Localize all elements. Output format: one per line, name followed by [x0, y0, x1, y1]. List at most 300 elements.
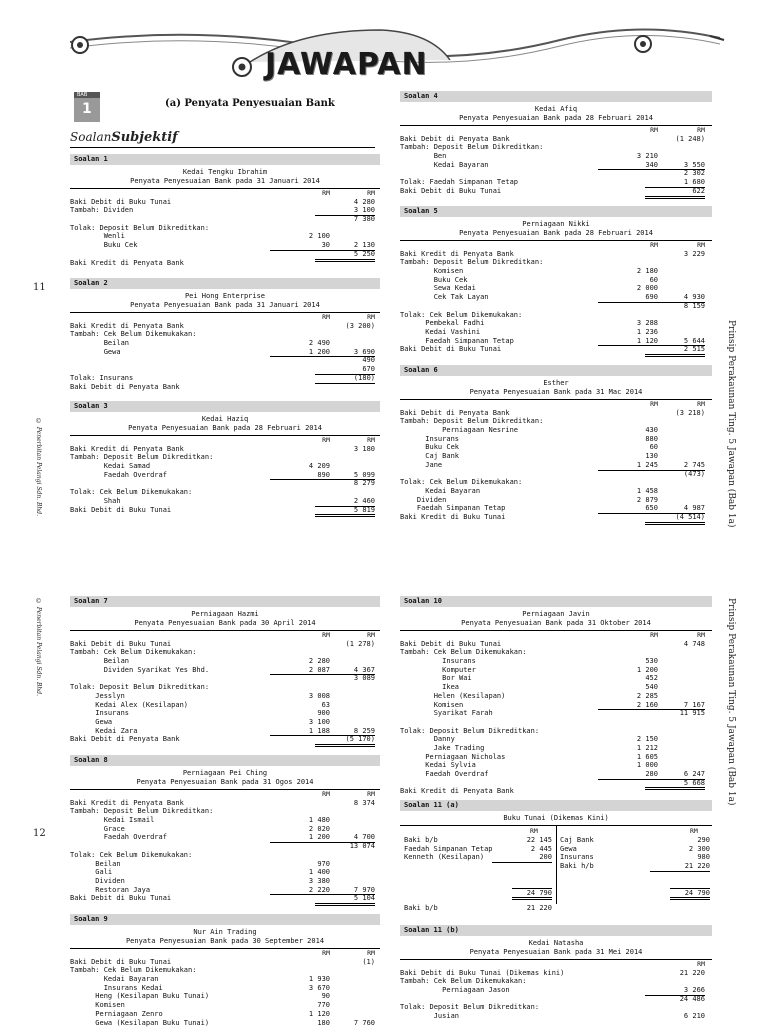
amount-col1: 1 120 [598, 337, 658, 347]
amount-col1: 2 490 [270, 339, 330, 348]
statement-title: Penyata Penyesuaian Bank pada 28 Februari 2014 [70, 424, 380, 433]
amount-col1: 3 288 [598, 319, 658, 328]
statement-row [70, 992, 380, 1001]
row-label: Dividen Syarikat Yes Bhd. [70, 666, 209, 675]
question-11a-title: Buku Tunai (Dikemas Kini) [400, 814, 712, 823]
statement-row [70, 506, 380, 515]
statement-row [400, 241, 712, 250]
question-bar: Soalan 3 [70, 401, 380, 412]
row-label: Tolak: Cek Belum Dikemukakan: [400, 478, 522, 487]
amount-col1: RM [270, 436, 330, 445]
statement-row [70, 666, 380, 675]
statement-row [400, 504, 712, 513]
statement-row [70, 198, 380, 207]
amount-col1: 650 [598, 504, 658, 514]
amount-col2: 670 [315, 365, 375, 375]
amount-col1: 60 [598, 443, 658, 452]
statement-row [70, 445, 380, 454]
row-label: Buku Cek [400, 443, 459, 452]
statement-row [400, 435, 712, 444]
business-name: Pei Hong Enterprise [70, 292, 380, 301]
amount-col1: 63 [270, 701, 330, 710]
publisher-text-bottom: © Penerbitan Pelangi Sdn. Bhd. [30, 598, 42, 718]
row-label: Tolak: Faedah Simpanan Tetap [400, 178, 518, 187]
row-label: Kedai Bayaran [400, 487, 480, 496]
statement-row [70, 497, 380, 506]
amount-col2: 622 [645, 187, 705, 199]
statement-row [70, 833, 380, 842]
amount-col1: RM [598, 631, 658, 640]
row-label: Kedai Bayaran [70, 975, 159, 984]
amount-col2: 21 220 [645, 969, 705, 978]
amount-col2: 7 760 [315, 1019, 375, 1027]
question-bar: Soalan 9 [70, 914, 380, 925]
statement-row [70, 851, 380, 860]
row-label: Insurans [400, 657, 476, 666]
statement-row [70, 877, 380, 886]
amount-col2: 3 550 [645, 161, 705, 171]
t-account-total-left: 24 790 [512, 888, 552, 900]
statement-title: Penyata Penyesuaian Bank pada 31 Mac 2014 [400, 388, 712, 397]
statement-row [70, 790, 380, 799]
t-account-label: Gewa [560, 845, 577, 854]
statement-row [400, 337, 712, 346]
statement-row [400, 787, 712, 796]
amount-col2: 5 819 [315, 506, 375, 518]
row-label: Baki Kredit di Penyata Bank [400, 250, 514, 259]
statement-row [400, 426, 712, 435]
row-label: Tambah: Deposit Belum Dikreditkan: [400, 258, 543, 267]
amount-col2: RM [315, 631, 375, 640]
amount-col1: 690 [598, 293, 658, 303]
statement-row [400, 152, 712, 161]
row-label: Komisen [400, 701, 463, 710]
question-bar: Soalan 4 [400, 91, 712, 102]
question-bar: Soalan 7 [70, 596, 380, 607]
t-account-row [404, 853, 552, 862]
amount-col2: RM [315, 949, 375, 958]
t-account-label: Faedah Simpanan Tetap [404, 845, 493, 854]
statement-row [70, 322, 380, 331]
amount-col2: 5 104 [315, 894, 375, 906]
amount-col1: 1 000 [598, 761, 658, 770]
statement-row [70, 674, 380, 683]
row-label: Tolak: Cek Belum Dikemukakan: [400, 311, 522, 320]
amount-col1: 4 209 [270, 462, 330, 471]
statement-row [70, 374, 380, 383]
amount-col2: 490 [315, 356, 375, 365]
t-account-value: 2 445 [492, 845, 552, 854]
row-label: Tolak: Deposit Belum Dikreditkan: [70, 224, 209, 233]
row-label: Komputer [400, 666, 476, 675]
amount-col1: 180 [270, 1019, 330, 1027]
t-account-label: Kenneth (Kesilapan) [404, 853, 484, 862]
amount-col1: 1 200 [598, 666, 658, 675]
row-label: Baki Debit di Buku Tunai [70, 506, 171, 515]
row-label: Tambah: Cek Belum Dikemukakan: [400, 977, 526, 986]
amount-col2: 2 130 [315, 241, 375, 251]
row-label: Kedai Samad [70, 462, 150, 471]
statement-row [400, 452, 712, 461]
statement-row [70, 250, 380, 259]
row-label: Baki Debit di Buku Tunai [400, 345, 501, 354]
statement-row [400, 718, 712, 727]
statement-row [70, 206, 380, 215]
amount-col2: RM [645, 241, 705, 250]
row-label: Tambah: Deposit Belum Dikreditkan: [400, 417, 543, 426]
row-label: Perniagaan Nicholas [400, 753, 505, 762]
t-account-total-right: 24 790 [670, 888, 710, 900]
row-label: Buku Cek [70, 241, 137, 250]
statement-row [400, 995, 712, 1004]
statement-row [70, 984, 380, 993]
statement-row [70, 701, 380, 710]
amount-col1: 1 120 [270, 1010, 330, 1019]
business-name: Nur Ain Trading [70, 928, 380, 937]
row-label: Grace [70, 825, 125, 834]
row-label: Caj Bank [400, 452, 459, 461]
amount-col2: 3 089 [315, 674, 375, 683]
question-q7 [70, 596, 380, 744]
row-label: Baki Debit di Penyata Bank [400, 409, 510, 418]
row-label: Wenli [70, 232, 125, 241]
row-label: Baki Debit di Buku Tunai [70, 198, 171, 207]
amount-col2: 2 745 [645, 461, 705, 471]
row-label: Jake Trading [400, 744, 484, 753]
row-label: Gewa [70, 348, 121, 357]
business-name: Kedai Natasha [400, 939, 712, 948]
amount-col2: RM [315, 436, 375, 445]
row-label: Dividen [400, 496, 446, 505]
statement-row [70, 1019, 380, 1027]
row-label: Jesslyn [70, 692, 125, 701]
amount-col2: 4 930 [645, 293, 705, 303]
statement-row [70, 1001, 380, 1010]
amount-col1: 970 [270, 860, 330, 869]
question-bar: Soalan 2 [70, 278, 380, 289]
amount-col2: 2 302 [645, 169, 705, 178]
statement-row [70, 339, 380, 348]
amount-col2: 6 210 [645, 1012, 705, 1021]
statement-row [70, 365, 380, 374]
statement-row [400, 461, 712, 470]
statement-title: Penyata Penyesuaian Bank pada 28 Februari 2014 [400, 229, 712, 238]
row-label: Dividen [70, 877, 125, 886]
row-label: Baki Debit di Penyata Bank [400, 135, 510, 144]
row-label: Buku Cek [400, 276, 467, 285]
amount-col1: 1 212 [598, 744, 658, 753]
chapter-badge [74, 92, 100, 122]
statement-row [70, 692, 380, 701]
row-label: Jane [400, 461, 442, 470]
amount-col1: 1 458 [598, 487, 658, 496]
row-label: Faedah Overdraf [400, 770, 489, 779]
t-account-value: 21 220 [650, 862, 710, 872]
statement-row [70, 224, 380, 233]
row-label: Helen (Kesilapan) [400, 692, 505, 701]
amount-col2: 7 970 [315, 886, 375, 896]
amount-col1: RM [598, 400, 658, 409]
t-account-row [560, 853, 710, 862]
row-label: Baki Debit di Buku Tunai [400, 640, 501, 649]
statement-row [400, 496, 712, 505]
amount-col1: 3 380 [270, 877, 330, 886]
amount-col1: 452 [598, 674, 658, 683]
amount-col2: (3 218) [645, 409, 705, 418]
statement-row [400, 328, 712, 337]
amount-col1: 2 000 [598, 284, 658, 293]
statement-row [70, 471, 380, 480]
business-name: Kedai Tengku Ibrahim [70, 168, 380, 177]
row-label: Baki Kredit di Penyata Bank [400, 787, 514, 796]
question-q2 [70, 278, 380, 391]
question-bar: Soalan 11 (b) [400, 925, 712, 936]
business-name: Perniagaan Javin [400, 610, 712, 619]
statement-row [400, 161, 712, 170]
row-label: Sewa Kedai [400, 284, 476, 293]
question-q5 [400, 206, 712, 354]
statement-title: Penyata Penyesuaian Bank pada 30 April 2014 [70, 619, 380, 628]
amount-col2: 4 987 [645, 504, 705, 514]
amount-col1: 880 [598, 435, 658, 444]
statement-row [400, 674, 712, 683]
row-label: Cek Tak Layan [400, 293, 489, 302]
amount-col2: 3 100 [315, 206, 375, 216]
statement-row [400, 169, 712, 178]
row-label: Baki Debit di Buku Tunai [400, 187, 501, 196]
row-label: Bor Wai [400, 674, 472, 683]
row-label: Tolak: Cek Belum Dikemukakan: [70, 851, 192, 860]
row-label: Faedah Overdraf [70, 471, 167, 480]
t-account-row [404, 836, 552, 845]
statement-row [70, 886, 380, 895]
statement-title: Penyata Penyesuaian Bank pada 31 Januari 2014 [70, 301, 380, 310]
statement-row [70, 479, 380, 488]
row-label: Pembekal Fadhi [400, 319, 484, 328]
business-name: Kedai Afiq [400, 105, 712, 114]
amount-col1: 770 [270, 1001, 330, 1010]
header-banner [0, 0, 768, 80]
amount-col1: RM [270, 313, 330, 322]
row-label: Tambah: Deposit Belum Dikreditkan: [400, 143, 543, 152]
chapter-badge-number: 1 [82, 101, 92, 117]
t-account-value: 980 [650, 853, 710, 862]
statement-row [70, 860, 380, 869]
statement-row [70, 488, 380, 497]
statement-row [400, 187, 712, 196]
t-account-label: Insurans [560, 853, 594, 862]
amount-col2: 11 915 [645, 709, 705, 718]
row-label: Komisen [70, 1001, 125, 1010]
question-q10 [400, 596, 712, 796]
statement-row [70, 259, 380, 268]
row-label: Baki Kredit di Penyata Bank [70, 799, 184, 808]
amount-col1: 430 [598, 426, 658, 435]
statement-row [400, 666, 712, 675]
statement-row [70, 1010, 380, 1019]
amount-col1: 3 210 [598, 152, 658, 161]
row-label: Shah [70, 497, 121, 506]
amount-col1: 1 188 [270, 727, 330, 737]
amount-col1: 3 008 [270, 692, 330, 701]
book-title-bottom: Prinsip Perakaunan Ting. 5 Jawapan (Bab 1a) [722, 598, 736, 808]
row-label: Insurans [70, 709, 129, 718]
t-account-value: 290 [650, 836, 710, 845]
statement-row [70, 868, 380, 877]
statement-row [400, 478, 712, 487]
statement-row [70, 807, 380, 816]
statement-row [400, 319, 712, 328]
amount-col2: RM [645, 631, 705, 640]
question-q11b [400, 925, 712, 1021]
statement-row [70, 949, 380, 958]
amount-col1: 1 930 [270, 975, 330, 984]
business-name: Kedai Haziq [70, 415, 380, 424]
statement-row [70, 966, 380, 975]
statement-row [400, 753, 712, 762]
row-label: Beilan [70, 860, 121, 869]
statement-row [400, 276, 712, 285]
row-label: Ben [400, 152, 446, 161]
soalan-heading-suffix: Subjektif [111, 130, 177, 145]
statement-title: Penyata Penyesuaian Bank pada 31 Januari 2014 [70, 177, 380, 186]
amount-col1: 280 [598, 770, 658, 780]
row-label: Kedai Bayaran [400, 161, 489, 170]
amount-col1: 90 [270, 992, 330, 1001]
statement-row [400, 701, 712, 710]
row-label: Faedah Simpanan Tetap [400, 337, 514, 346]
statement-row [70, 842, 380, 851]
amount-col2: 4 700 [315, 833, 375, 843]
statement-row [70, 975, 380, 984]
amount-col1: 890 [270, 471, 330, 481]
row-label: Komisen [400, 267, 463, 276]
t-account-carry-value: 21 220 [512, 904, 552, 912]
amount-col2: (1 248) [645, 135, 705, 144]
statement-row [400, 1003, 712, 1012]
row-label: Baki Debit di Buku Tunai (Dikemas kini) [400, 969, 564, 978]
t-account-value: 2 300 [650, 845, 710, 854]
row-label: Kedai Ismail [70, 816, 154, 825]
statement-row [70, 648, 380, 657]
row-label: Perniagaan Zenro [70, 1010, 163, 1019]
question-q4 [400, 91, 712, 196]
row-label: Syarikat Farah [400, 709, 493, 718]
amount-col2: 8 374 [315, 799, 375, 808]
statement-row [70, 683, 380, 692]
statement-row [400, 735, 712, 744]
statement-row [400, 293, 712, 302]
amount-col2: 13 074 [315, 842, 375, 851]
row-label: Jusian [400, 1012, 459, 1021]
t-account-rm-left: RM [530, 827, 538, 835]
amount-col2: 3 266 [645, 986, 705, 996]
amount-col1: 1 605 [598, 753, 658, 762]
statement-row [70, 348, 380, 357]
amount-col2: 4 748 [645, 640, 705, 649]
row-label: Gewa [70, 718, 112, 727]
page-number-top: 11 [33, 282, 46, 293]
row-label: Tambah: Cek Belum Dikemukakan: [70, 966, 196, 975]
amount-col2: 8 159 [645, 302, 705, 311]
question-q9 [70, 914, 380, 1027]
amount-col2: 6 247 [645, 770, 705, 780]
amount-col2: 8 279 [315, 479, 375, 488]
amount-col1: 2 285 [598, 692, 658, 701]
question-11a [400, 800, 712, 914]
statement-row [400, 443, 712, 452]
row-label: Baki Debit di Buku Tunai [70, 958, 171, 967]
statement-row [400, 648, 712, 657]
statement-row [400, 977, 712, 986]
t-account-row [404, 845, 552, 854]
statement-row [400, 250, 712, 259]
amount-col2: 7 380 [315, 215, 375, 224]
business-name: Perniagaan Nikki [400, 220, 712, 229]
row-label: Baki Kredit di Penyata Bank [70, 445, 184, 454]
amount-col1: 340 [598, 161, 658, 171]
amount-col1: 1 245 [598, 461, 658, 471]
row-label: Kedai Vashini [400, 328, 480, 337]
amount-col2: RM [315, 790, 375, 799]
amount-col2: 3 229 [645, 250, 705, 259]
amount-col1: 2 150 [598, 735, 658, 744]
amount-col1: 1 400 [270, 868, 330, 877]
statement-row [70, 657, 380, 666]
chapter-badge-label: BAB [77, 92, 87, 98]
row-label: Tolak: Insurans [70, 374, 133, 383]
row-label: Tambah: Deposit Belum Dikreditkan: [70, 807, 213, 816]
t-account-label: Caj Bank [560, 836, 594, 845]
t-account-row [560, 862, 710, 871]
row-label: Baki Debit di Buku Tunai [70, 894, 171, 903]
statement-row [400, 640, 712, 649]
statement-row [70, 816, 380, 825]
row-label: Baki Kredit di Buku Tunai [400, 513, 505, 522]
amount-col2: (3 200) [315, 322, 375, 331]
statement-row [400, 1012, 712, 1021]
amount-col2: RM [645, 960, 705, 969]
statement-row [400, 126, 712, 135]
row-label: Restoran Jaya [70, 886, 150, 895]
business-name: Perniagaan Hazmi [70, 610, 380, 619]
statement-row [400, 692, 712, 701]
t-account-rm-right: RM [690, 827, 698, 835]
amount-col2: RM [645, 126, 705, 135]
statement-title: Penyata Penyesuaian Bank pada 30 September 2014 [70, 937, 380, 946]
statement-row [70, 799, 380, 808]
amount-col2: 3 690 [315, 348, 375, 358]
business-name: Esther [400, 379, 712, 388]
amount-col2: (473) [645, 470, 705, 479]
statement-row [400, 969, 712, 978]
statement-row [400, 400, 712, 409]
book-title-top: Prinsip Perakaunan Ting. 5 Jawapan (Bab 1a) [722, 320, 736, 530]
row-label: Tolak: Deposit Belum Dikreditkan: [400, 727, 539, 736]
statement-row [400, 960, 712, 969]
amount-col2: 24 486 [645, 995, 705, 1004]
banner-title: JAWAPAN [265, 47, 428, 82]
row-label: Baki Debit di Penyata Bank [70, 383, 180, 392]
question-bar: Soalan 5 [400, 206, 712, 217]
statement-row [70, 894, 380, 903]
question-q6 [400, 365, 712, 522]
row-label: Faedah Simpanan Tetap [400, 504, 505, 513]
row-label: Baki Debit di Penyata Bank [70, 735, 180, 744]
statement-row [70, 640, 380, 649]
row-label: Beilan [70, 339, 129, 348]
amount-col1: 1 200 [270, 833, 330, 843]
